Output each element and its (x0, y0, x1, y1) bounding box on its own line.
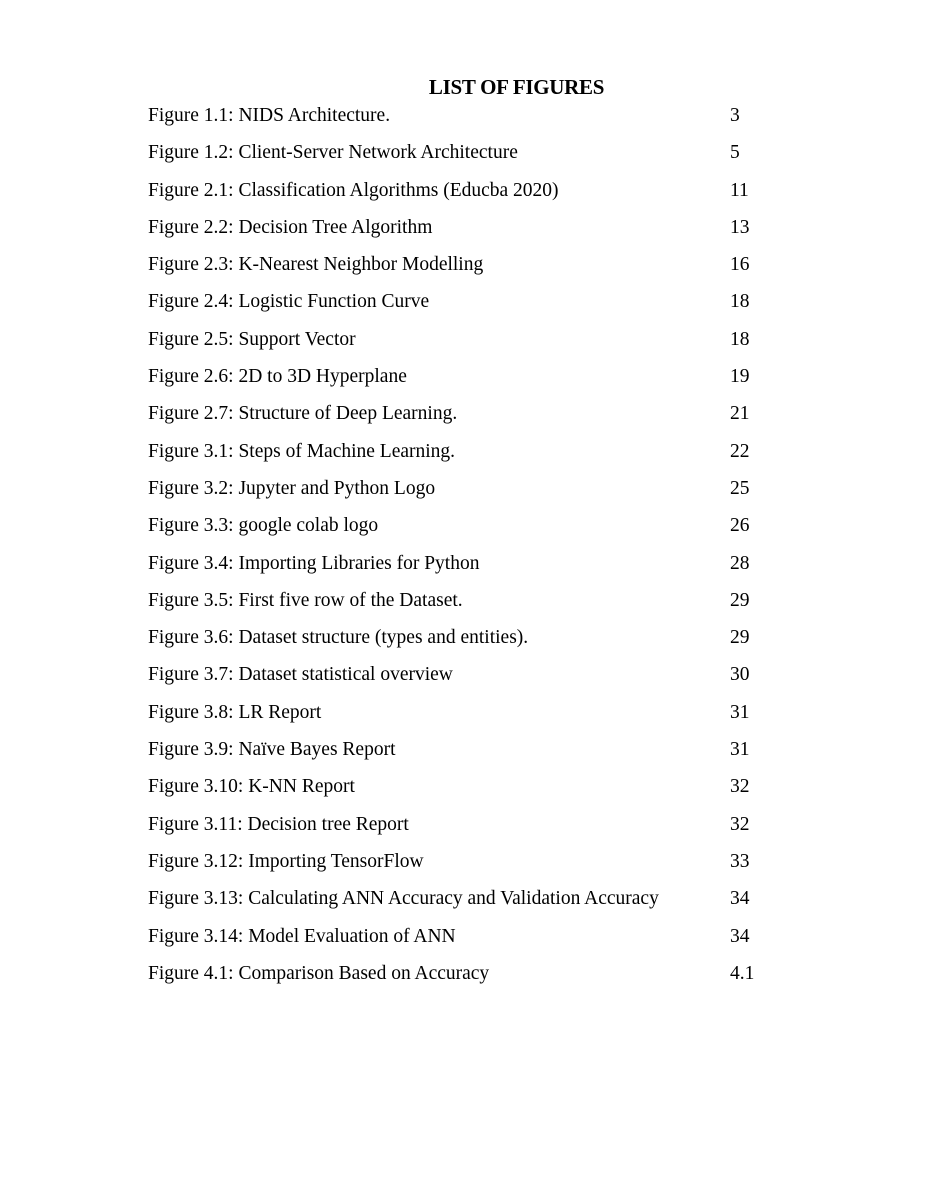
figure-label: Figure 2.3: K-Nearest Neighbor Modelling (148, 254, 484, 276)
figure-entry (148, 474, 768, 511)
figure-label: Figure 4.1: Comparison Based on Accuracy (148, 962, 490, 984)
figure-entry (148, 362, 768, 399)
figure-entry (148, 586, 768, 623)
figure-page-number: 22 (730, 440, 750, 462)
figure-page-number: 30 (730, 664, 750, 686)
figure-page-number: 18 (730, 328, 750, 350)
figure-page-number: 3 (730, 105, 740, 126)
figure-label: Figure 2.6: 2D to 3D Hyperplane (148, 366, 407, 388)
figure-page-number: 31 (730, 701, 750, 723)
figure-page-number: 5 (730, 142, 740, 164)
figure-entry (148, 325, 768, 362)
figure-page-number: 4.1 (730, 962, 755, 984)
figure-entry (148, 101, 768, 138)
figure-entry (148, 772, 768, 809)
figure-page-number: 34 (730, 925, 750, 947)
figure-page-number: 21 (730, 403, 750, 425)
figure-page-number: 29 (730, 589, 750, 611)
figure-label: Figure 3.11: Decision tree Report (148, 813, 409, 835)
figure-entry (148, 810, 768, 847)
figure-label: Figure 3.10: K-NN Report (148, 776, 355, 798)
figure-entry (148, 959, 768, 996)
figure-label: Figure 3.12: Importing TensorFlow (148, 850, 424, 872)
page-title: LIST OF FIGURES (428, 75, 605, 99)
figure-entry (148, 287, 768, 324)
figure-entry (148, 884, 768, 921)
figure-entry (148, 437, 768, 474)
figure-label: Figure 2.2: Decision Tree Algorithm (148, 216, 433, 238)
figure-entry (148, 399, 768, 436)
figure-page-number: 32 (730, 813, 750, 835)
figure-list (148, 101, 768, 996)
figure-entry (148, 549, 768, 586)
figure-page-number: 32 (730, 776, 750, 798)
figure-label: Figure 2.5: Support Vector (148, 328, 356, 350)
figure-label: Figure 2.1: Classification Algorithms (Educba 2020) (148, 179, 559, 201)
figure-page-number: 18 (730, 291, 750, 313)
figure-page-number: 11 (730, 179, 749, 201)
figure-page-number: 31 (730, 739, 750, 761)
figure-label: Figure 2.7: Structure of Deep Learning. (148, 403, 458, 425)
figure-label: Figure 2.4: Logistic Function Curve (148, 291, 430, 313)
figure-label: Figure 3.3: google colab logo (148, 515, 379, 537)
figure-page-number: 16 (730, 254, 750, 276)
figure-page-number: 29 (730, 627, 750, 649)
figure-page-number: 26 (730, 515, 750, 537)
figure-entry (148, 250, 768, 287)
figure-label: Figure 3.4: Importing Libraries for Python (148, 552, 480, 574)
figure-label: Figure 3.7: Dataset statistical overview (148, 664, 453, 686)
figure-entry (148, 698, 768, 735)
figure-label: Figure 3.14: Model Evaluation of ANN (148, 925, 456, 947)
figure-label: Figure 1.1: NIDS Architecture. (148, 105, 391, 126)
figure-page-number: 19 (730, 366, 750, 388)
figure-entry (148, 176, 768, 213)
figure-label: Figure 1.2: Client-Server Network Architecture (148, 142, 518, 164)
figure-entry (148, 511, 768, 548)
figure-entry (148, 213, 768, 250)
figure-page-number: 33 (730, 850, 750, 872)
figure-label: Figure 3.2: Jupyter and Python Logo (148, 477, 436, 499)
figure-label: Figure 3.8: LR Report (148, 701, 322, 723)
figure-label: Figure 3.6: Dataset structure (types and entities). (148, 627, 529, 649)
figure-page-number: 34 (730, 888, 750, 910)
figure-entry (148, 922, 768, 959)
figure-entry (148, 138, 768, 175)
figure-entry (148, 660, 768, 697)
figure-label: Figure 3.9: Naïve Bayes Report (148, 739, 396, 761)
figure-label: Figure 3.5: First five row of the Dataset. (148, 589, 463, 611)
figure-page-number: 25 (730, 477, 750, 499)
figure-label: Figure 3.1: Steps of Machine Learning. (148, 440, 456, 462)
figure-page-number: 28 (730, 552, 750, 574)
figure-entry (148, 847, 768, 884)
figure-page-number: 13 (730, 216, 750, 238)
figure-entry (148, 735, 768, 772)
figure-label: Figure 3.13: Calculating ANN Accuracy and Validation Accuracy (148, 888, 659, 910)
figure-entry (148, 623, 768, 660)
